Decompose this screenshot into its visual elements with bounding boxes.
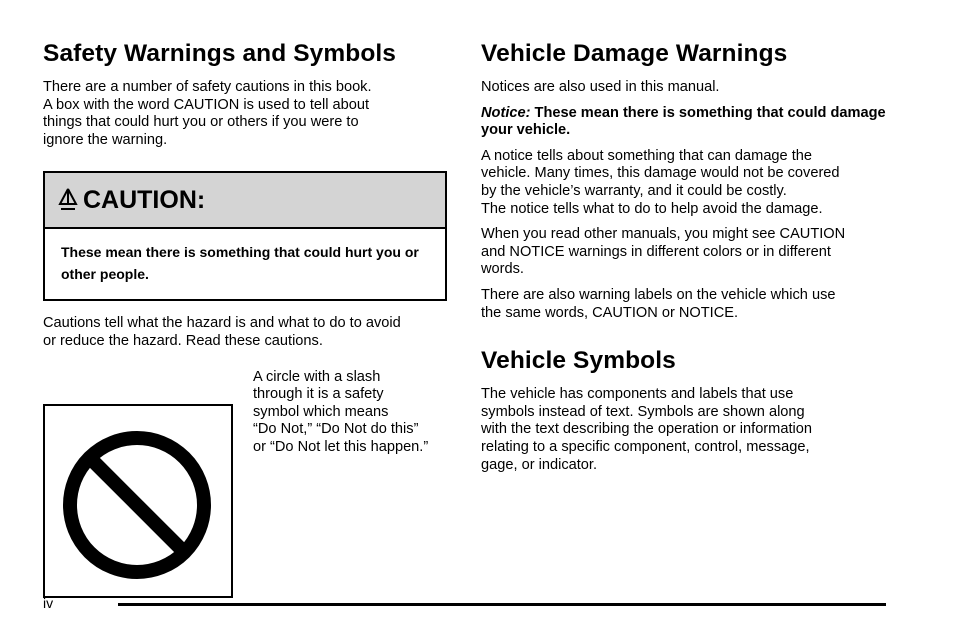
prohibition-circle-slash-icon bbox=[59, 427, 215, 583]
caution-heading: CAUTION: bbox=[83, 185, 206, 214]
vehicle-symbols-title: Vehicle Symbols bbox=[481, 347, 676, 375]
cautions-description: Cautions tell what the hazard is and what to do to avoid or reduce the hazard. Read these cautions. bbox=[43, 315, 401, 349]
notice-text: These mean there is something that could damage your vehicle. bbox=[481, 104, 886, 139]
safety-symbol-section bbox=[43, 369, 447, 569]
right-column bbox=[481, 40, 899, 474]
left-column bbox=[43, 40, 447, 569]
caution-icon bbox=[57, 187, 79, 213]
safety-intro-paragraph: There are a number of safety cautions in this book. A box with the word CAUTION is used to tell about things that could hurt you or others if you were to ignore the warning. bbox=[43, 79, 372, 148]
notice-label: Notice: bbox=[481, 104, 531, 121]
caution-body: These mean there is something that could hurt you or other people. bbox=[61, 244, 419, 283]
caution-box bbox=[43, 171, 447, 301]
safety-symbol-description: A circle with a slash through it is a safety symbol which means “Do Not,” “Do Not do this” or “Do Not let this happen.” bbox=[253, 368, 429, 455]
caution-header bbox=[45, 173, 445, 229]
notices-paragraph: Notices are also used in this manual. bbox=[481, 79, 720, 95]
vehicle-damage-title: Vehicle Damage Warnings bbox=[481, 40, 788, 67]
vehicle-symbols-paragraph: The vehicle has components and labels that use symbols instead of text. Symbols are shown along with the text describing the operation or information relating to a specific component, control, message, gage, or indicator. bbox=[481, 386, 812, 473]
other-manuals-paragraph: When you read other manuals, you might see CAUTION and NOTICE warnings in different colors or in different words. bbox=[481, 226, 846, 278]
page-number: iv bbox=[43, 595, 54, 611]
notice-statement bbox=[481, 105, 899, 140]
safety-warnings-title: Safety Warnings and Symbols bbox=[43, 40, 397, 67]
safety-symbol-frame bbox=[43, 404, 233, 598]
footer-rule bbox=[118, 603, 886, 606]
notice-explanation: A notice tells about something that can damage the vehicle. Many times, this damage would not be covered by the vehicle’s warranty, and it could be costly. The notice tells what to do to help avoid the damage. bbox=[481, 147, 840, 217]
warning-labels-paragraph: There are also warning labels on the vehicle which use the same words, CAUTION or NOTICE. bbox=[481, 286, 836, 321]
